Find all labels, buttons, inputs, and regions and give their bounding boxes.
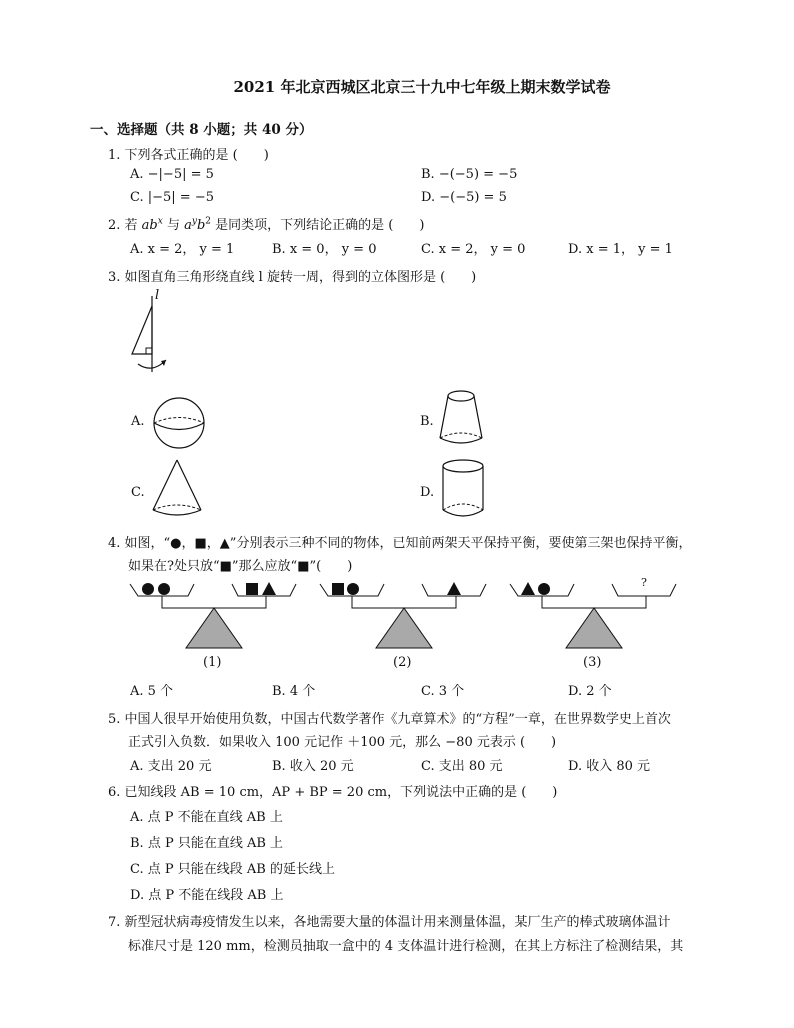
q1-option-d[interactable]: D. −(−5) = 5 xyxy=(421,190,507,205)
q6-option-d[interactable]: D. 点 P 不能在线段 AB 上 xyxy=(130,888,284,903)
q1-option-c[interactable]: C. |−5| = −5 xyxy=(130,190,214,205)
q3-option-d[interactable]: D. xyxy=(420,485,435,500)
q1-option-b[interactable]: B. −(−5) = −5 xyxy=(421,167,518,182)
q3-option-a[interactable]: A. xyxy=(131,414,145,429)
q4-option-d[interactable]: D. 2 个 xyxy=(568,684,612,699)
q2-exp-2: 2 xyxy=(205,216,212,227)
q1-option-a[interactable]: A. −|−5| = 5 xyxy=(130,167,214,182)
q4-stem-line2: 如果在?处只放“■”那么应放“■”( ) xyxy=(128,559,353,574)
q2-option-b[interactable]: B. x = 0， y = 0 xyxy=(272,242,377,257)
q2-option-c[interactable]: C. x = 2， y = 0 xyxy=(421,242,526,257)
q5-stem-line1: 5. 中国人很早开始使用负数，中国古代数学著作《九章算术》的“方程”一章，在世界数学史上首次 xyxy=(108,712,671,727)
q4-option-c[interactable]: C. 3 个 xyxy=(421,684,465,699)
balance-scale-1 xyxy=(128,578,302,650)
q3-stem: 3. 如图直角三角形绕直线 l 旋转一周，得到的立体图形是 ( ) xyxy=(108,270,477,285)
q5-option-a[interactable]: A. 支出 20 元 xyxy=(130,759,212,774)
q7-stem-line1: 7. 新型冠状病毒疫情发生以来，各地需要大量的体温计用来测量体温，某厂生产的棒式玻璃体温计 xyxy=(108,915,671,930)
q2-option-a[interactable]: A. x = 2， y = 1 xyxy=(130,242,235,257)
section-heading: 一、选择题（共 8 小题；共 40 分） xyxy=(90,122,313,138)
balance-scale-2 xyxy=(318,578,492,650)
balance-caption-2: (2) xyxy=(393,655,412,670)
cone-icon[interactable] xyxy=(150,458,204,520)
q3-option-c[interactable]: C. xyxy=(131,485,145,500)
q4-stem-line1: 4. 如图，“●，■，▲”分别表示三种不同的物体，已知前两架天平保持平衡，要使第三架也保持平衡， xyxy=(108,536,692,551)
q5-option-c[interactable]: C. 支出 80 元 xyxy=(421,759,503,774)
q2-term-b: b xyxy=(196,218,206,233)
q2-stem-mid: 与 xyxy=(162,218,185,233)
frustum-icon[interactable] xyxy=(438,388,484,448)
page-title: 2021 年北京西城区北京三十九中七年级上期末数学试卷 xyxy=(233,78,611,96)
q3-option-b[interactable]: B. xyxy=(420,414,434,429)
balance-caption-3: (3) xyxy=(583,655,602,670)
axis-label-l: l xyxy=(155,288,160,303)
balance-scale-3 xyxy=(508,578,682,650)
q2-option-d[interactable]: D. x = 1， y = 1 xyxy=(568,242,673,257)
balance-caption-1: (1) xyxy=(203,655,222,670)
q5-option-d[interactable]: D. 收入 80 元 xyxy=(568,759,651,774)
q2-exp-x: x xyxy=(157,216,163,227)
q2-stem-post: 是同类项，下列结论正确的是 ( ) xyxy=(211,218,425,233)
q7-stem-line2: 标准尺寸是 120 mm，检测员抽取一盒中的 4 支体温计进行检测，在其上方标注了检测结果，其 xyxy=(128,939,684,954)
q4-option-b[interactable]: B. 4 个 xyxy=(272,684,316,699)
q5-option-b[interactable]: B. 收入 20 元 xyxy=(272,759,354,774)
q5-stem-line2: 正式引入负数．如果收入 100 元记作 ＋100 元，那么 −80 元表示 ( ) xyxy=(128,735,557,750)
q2-stem-pre: 2. 若 xyxy=(108,218,142,233)
q6-option-a[interactable]: A. 点 P 不能在直线 AB 上 xyxy=(130,810,283,825)
q6-option-c[interactable]: C. 点 P 只能在线段 AB 的延长线上 xyxy=(130,862,335,877)
q4-option-a[interactable]: A. 5 个 xyxy=(130,684,174,699)
q6-option-b[interactable]: B. 点 P 只能在直线 AB 上 xyxy=(130,836,284,851)
unknown-weight-mark: ? xyxy=(641,576,647,589)
cylinder-icon[interactable] xyxy=(440,458,486,522)
q1-stem: 1. 下列各式正确的是 ( ) xyxy=(108,148,269,163)
q2-stem xyxy=(108,214,424,233)
q2-exp-y: y xyxy=(191,216,197,227)
q6-stem: 6. 已知线段 AB = 10 cm，AP + BP = 20 cm，下列说法中正确的是 ( ) xyxy=(108,785,558,800)
sphere-icon[interactable] xyxy=(152,396,206,450)
q2-term-ab: ab xyxy=(141,218,158,233)
q2-term-a: a xyxy=(184,218,192,233)
